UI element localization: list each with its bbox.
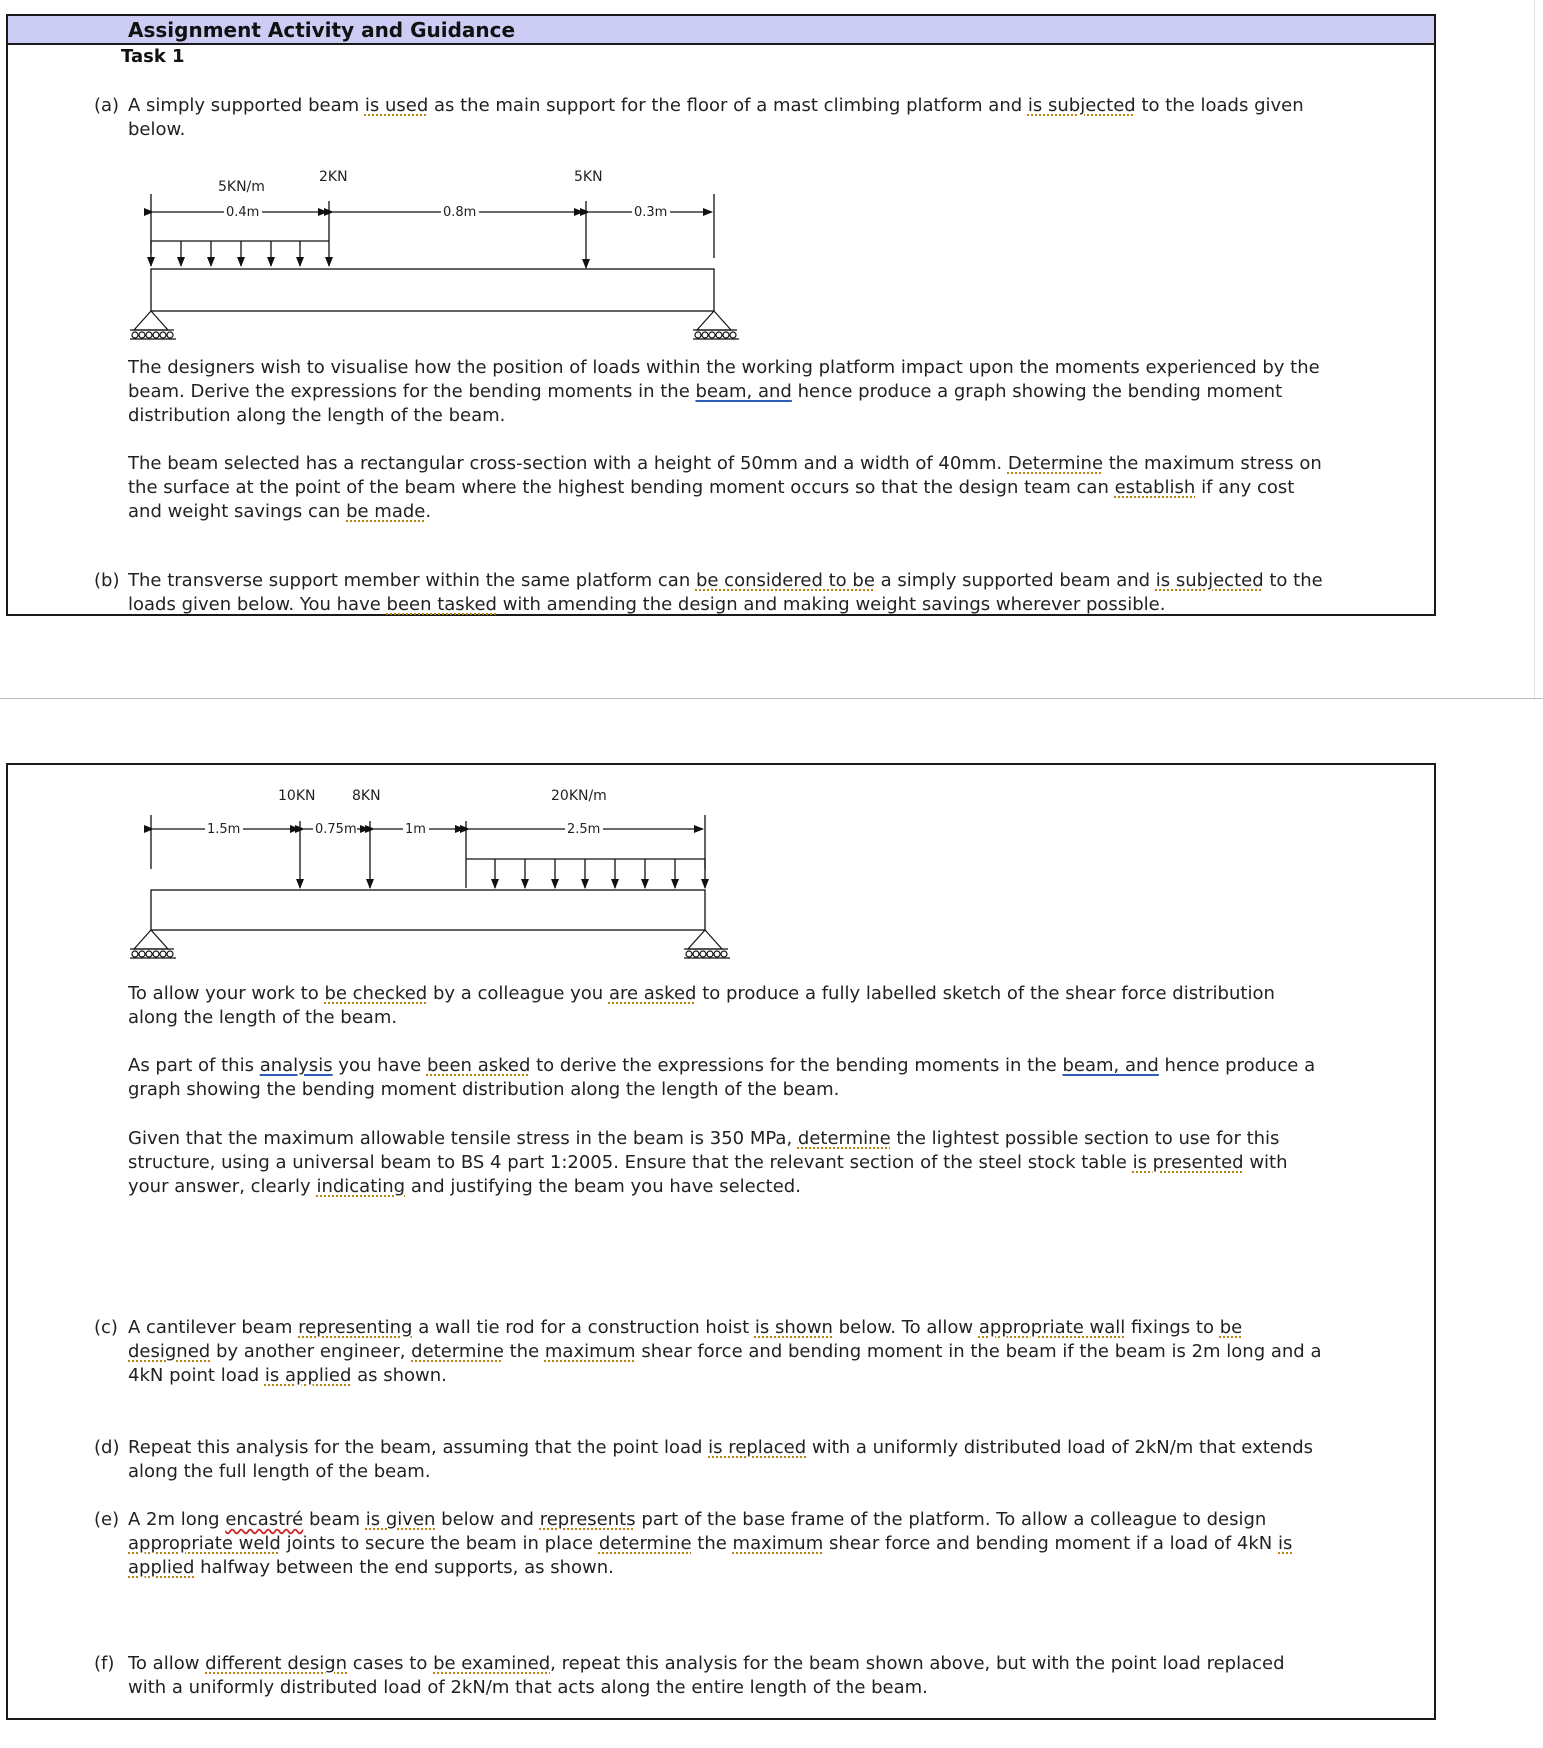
part-b-intro: (b) The transverse support member within the same platform can be considered to be a simply supported beam and is subjected to the loads given below. You have been tasked with amending the design and making weight savings wherever possible. — [94, 570, 1323, 615]
page-divider — [0, 698, 1543, 699]
dim-label-2: 0.75m — [315, 822, 357, 837]
part-b-paragraph-2: As part of this analysis you have been asked to derive the expressions for the bending moments in the beam, and hence produce a graph showing the bending moment distribution along the length of the beam. — [128, 1055, 1316, 1100]
point-load-2-label: 5KN — [574, 169, 603, 185]
dim-label-4: 2.5m — [567, 822, 601, 837]
page-1-frame — [6, 14, 1436, 616]
part-c-label: (c) — [94, 1317, 118, 1338]
udl-label: 20KN/m — [551, 788, 607, 804]
right-support — [693, 311, 739, 339]
dim-label-3: 1m — [405, 822, 426, 837]
part-b-paragraph-1: To allow your work to be checked by a colleague you are asked to produce a fully labelled sketch of the shear force distribution along the length of the beam. — [128, 983, 1275, 1028]
dim-label-2: 0.8m — [443, 205, 477, 220]
udl-label: 5KN/m — [218, 179, 265, 195]
dim-label-1: 0.4m — [226, 205, 260, 220]
part-f-label: (f) — [94, 1653, 115, 1674]
part-a-intro: (a) A simply supported beam is used as the main support for the floor of a mast climbing platform and is subjected to the loads given below. — [94, 95, 1304, 140]
part-d: (d) Repeat this analysis for the beam, assuming that the point load is replaced with a uniformly distributed load of 2kN/m that extends along the full length of the beam. — [94, 1437, 1314, 1482]
part-c: (c) A cantilever beam representing a wall tie rod for a construction hoist is shown below. To allow appropriate wall fixings to be designed by another engineer, determine the maximum shear force and bending moment in the beam if the beam is 2m long and a 4kN point load is applied as shown. — [94, 1317, 1322, 1386]
part-a-label: (a) — [94, 95, 120, 116]
part-e: (e) A 2m long encastré beam is given below and represents part of the base frame of the platform. To allow a colleague to design appropriate weld joints to secure the beam in place determine the maximum shear force and bending moment if a load of 4kN is applied halfway between the end supports, as shown. — [94, 1509, 1293, 1578]
point-load-1-label: 2KN — [319, 169, 348, 185]
part-d-label: (d) — [94, 1437, 120, 1458]
point-load-2-label: 8KN — [352, 788, 381, 804]
left-support — [130, 930, 176, 958]
dim-label-3: 0.3m — [634, 205, 668, 220]
part-a-paragraph-3: The beam selected has a rectangular cross-section with a height of 50mm and a width of 40mm. Determine the maximum stress on the surface at the point of the beam where the highest bending moment occurs so that the design team can establish if any cost and weight savings can be made. — [128, 453, 1322, 522]
page-title: Assignment Activity and Guidance — [128, 18, 516, 42]
beam-diagram-b — [8, 775, 808, 965]
udl-arrows — [151, 241, 300, 266]
part-a-paragraph-2: The designers wish to visualise how the position of loads within the working platform impact upon the moments experienced by the beam. Derive the expressions for the bending moments in the beam, and hence produce a graph showing the bending moment distribution along the length of the beam. — [128, 357, 1320, 426]
right-support — [684, 930, 730, 958]
dim-label-1: 1.5m — [207, 822, 241, 837]
header-band — [8, 16, 1434, 45]
part-e-label: (e) — [94, 1509, 120, 1530]
part-b-label: (b) — [94, 570, 120, 591]
point-load-1-label: 10KN — [278, 788, 316, 804]
udl-arrows — [495, 859, 705, 888]
part-b-paragraph-3: Given that the maximum allowable tensile stress in the beam is 350 MPa, determine the lightest possible section to use for this structure, using a universal beam to BS 4 part 1:2005. Ensure that the relevant section of the steel stock table is presented with your answer, clearly indicating and justifying the beam you have selected. — [128, 1128, 1288, 1197]
left-support — [130, 311, 176, 339]
beam-diagram-a — [8, 156, 808, 351]
part-f: (f) To allow different design cases to be examined, repeat this analysis for the beam shown above, but with the point load replaced with a uniformly distributed load of 2kN/m that acts along the entire length of the beam. — [94, 1653, 1285, 1698]
beam-a — [151, 269, 714, 311]
task-heading: Task 1 — [121, 46, 185, 67]
beam-b — [151, 890, 705, 930]
page-edge-line — [1534, 0, 1535, 700]
page-2-frame — [6, 763, 1436, 1720]
